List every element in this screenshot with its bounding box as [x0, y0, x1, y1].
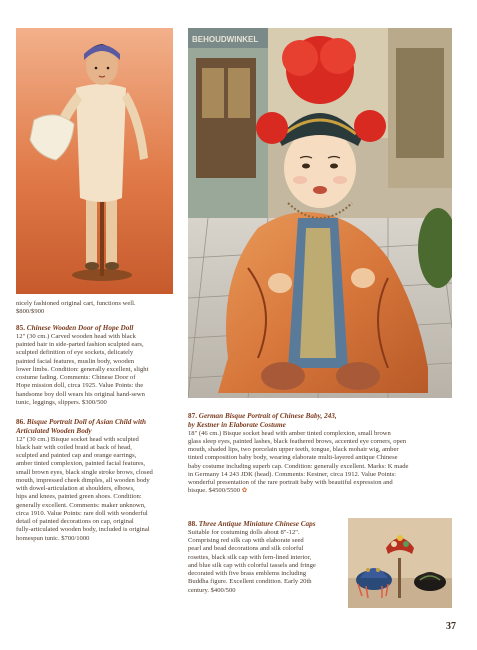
- item-86-title: 86. Bisque Portrait Doll of Asian Child with Articulated Wooden Body: [16, 418, 146, 435]
- intro-line: $800/$900: [16, 308, 45, 316]
- kestner-chinese-baby-photo: [188, 28, 452, 398]
- decorative-flower-icon: ✿: [241, 487, 248, 495]
- item-87: [188, 412, 454, 496]
- door-of-hope-doll-photo: [16, 28, 173, 294]
- intro-text: [16, 300, 184, 317]
- item-85: [16, 324, 184, 407]
- intro-line: nicely fashioned original cart, functions well.: [16, 300, 136, 307]
- item-85-description: 12" (30 cm.) Carved wooden head with black painted hair in side-parted fashion sculpted ears, sculpted definition of eye sockets, delicately painted facial features, muslin body, wooden lower limbs. Condition: generally excellent, slight costume fading. Comments: Chinese Door of Hope mission doll, circa 1925. Value Points: the handsome boy doll wears his original hand-sewn tunic, leggings, slippers. $300/500: [16, 332, 149, 406]
- item-88: [188, 520, 344, 595]
- item-88-title: 88. Three Antique Miniature Chinese Caps: [188, 520, 316, 528]
- item-87-title: 87. German Bisque Portrait of Chinese Baby, 243, by Kestner in Elaborate Costume: [188, 412, 337, 429]
- store-sign: BEHOUDWINKEL: [192, 35, 259, 44]
- item-86-description: 12" (30 cm.) Bisque socket head with sculpted black hair with coiled braid at back of head, sculpted and painted cap and orange earrings, amber tinted complexion, painted facial features, small brown eyes, black single stroke brows, closed mouth, impressed cheek dimples, all wooden body with dowel-articulation at shoulders, elbows, hips and knees, painted green shoes. Condition: generally excellent. Comments: maker unknown, circa 1910. Value Points: rare doll with wonderful detail of painted decorations on cap, original fully-articulated wooden body, included is original homespun tunic. $700/1000: [16, 435, 153, 542]
- item-88-description: Suitable for costuming dolls about 8"-12". Comprising red silk cap with elaborate seed pearl and bead decorations and silk colorful rosettes, black silk cap with fern-lined interior, and blue silk cap with colorful tassels and fringe decorated with five brass emblems including Buddha figure. Excellent condition. Early 20th century. $400/500: [188, 528, 316, 594]
- item-86: [16, 418, 184, 543]
- item-85-title: 85. Chinese Wooden Door of Hope Doll: [16, 324, 134, 332]
- item-87-description: 18" (46 cm.) Bisque socket head with amber tinted complexion, small brown glass sleep eyes, painted lashes, black feathered brows, accented eye corners, open mouth, shaded lips, two porcelain upper teeth, tongue, black mohair wig, amber tinted composition baby body, wearing elaborate multi-layered antique Chinese baby costume including superb cap. Condition: generally excellent. Marks: K made in Germany 14 243 JDK (head). Comments: Kestner, circa 1912. Value Points: wonderful presentation of the rare portrait baby with beautiful expression and bisque. $4500/5500 ✿: [188, 429, 409, 495]
- miniature-caps-photo: [348, 518, 452, 608]
- page-number: 37: [446, 621, 456, 632]
